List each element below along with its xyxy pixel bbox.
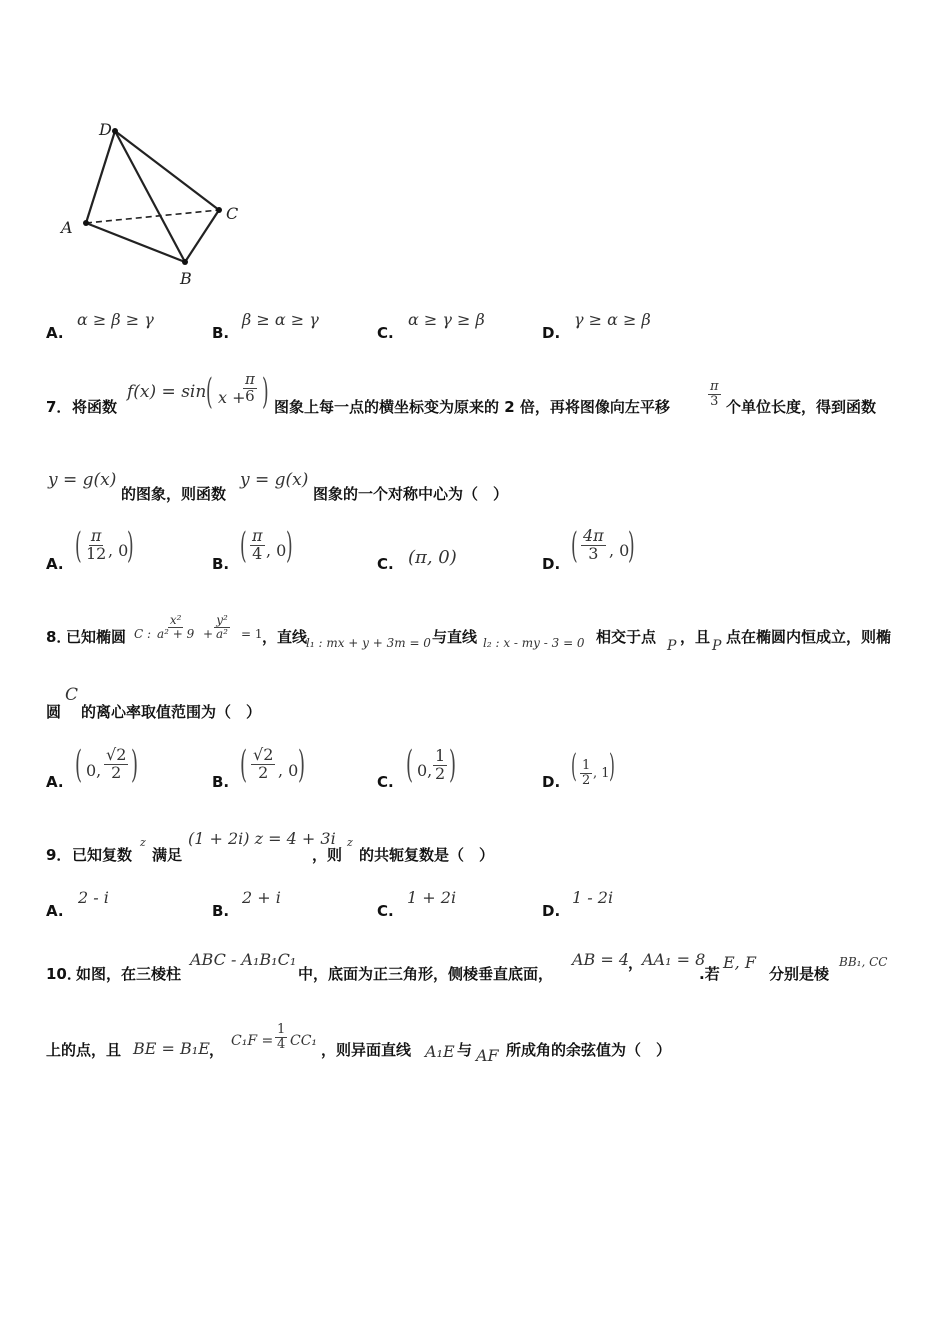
q8-option-d-label[interactable]: D. xyxy=(542,773,561,791)
q9-option-c-label[interactable]: C. xyxy=(377,902,394,920)
q7-option-d-rparen: ) xyxy=(628,526,635,568)
q7-option-b-rparen: ) xyxy=(286,526,293,568)
q7-text-4: 的图象，则函数 xyxy=(121,485,227,503)
q8-option-d-fraction xyxy=(580,759,592,787)
q7-pi-over-6 xyxy=(243,372,257,405)
edge-AB xyxy=(86,223,185,262)
q8-option-c-num: 1 xyxy=(435,746,446,765)
q7-six: 6 xyxy=(245,386,255,405)
vertex-C-dot xyxy=(216,207,222,213)
q10-number: 10． xyxy=(46,965,82,983)
edge-DA xyxy=(86,131,115,223)
q8-x2-fraction xyxy=(155,614,196,640)
q8-l2: l₂ : x - my - 3 = 0 xyxy=(483,636,585,650)
q8-option-b-label[interactable]: B. xyxy=(212,773,230,791)
q7-option-c-expr: (π, 0) xyxy=(408,547,457,568)
q7-option-c-label[interactable]: C. xyxy=(377,555,394,573)
q6-option-a-expr: α ≥ β ≥ γ xyxy=(77,310,154,329)
q10-cc1: CC₁ xyxy=(290,1033,318,1049)
q7-option-d-lparen: ( xyxy=(571,526,578,568)
q10-quarter-den: 4 xyxy=(277,1036,286,1052)
q8-option-c-rparen: ) xyxy=(449,743,457,788)
q10-prism: ABC - A₁B₁C₁ xyxy=(190,950,297,969)
q8-x2: x² xyxy=(169,613,182,627)
q7-option-d-fraction xyxy=(581,528,606,563)
q8-option-d-lparen: ( xyxy=(571,747,577,785)
q8-option-b-den: 2 xyxy=(258,762,269,782)
vertex-A-dot xyxy=(83,220,89,226)
q7-fx: f(x) = sin xyxy=(127,382,207,402)
vertex-label-A: A xyxy=(61,218,73,237)
q7-option-a-num: π xyxy=(90,526,102,545)
q7-option-b-den: 4 xyxy=(252,543,263,563)
q8-option-b-num: √2 xyxy=(253,745,274,764)
q9-z-1: z xyxy=(140,836,146,849)
edge-CB xyxy=(185,210,219,262)
q9-option-a-expr: 2 - i xyxy=(78,888,109,907)
q8-option-b-fraction xyxy=(251,747,275,782)
q6-option-a-label[interactable]: A. xyxy=(46,324,64,342)
q9-text-2: 满足 xyxy=(152,846,183,864)
q10-text-9: 所成角的余弦值为（ ） xyxy=(506,1041,672,1059)
q8-option-c-lparen: ( xyxy=(406,743,414,788)
q8-text-8: 的离心率取值范围为（ ） xyxy=(81,703,262,721)
q9-text-3: ，则 xyxy=(312,846,343,864)
q6-option-c-label[interactable]: C. xyxy=(377,324,394,342)
vertex-B-dot xyxy=(182,259,188,265)
q10-edges: BB₁, CC xyxy=(839,955,888,969)
q8-option-a-fraction xyxy=(104,747,128,782)
q7-option-b-label[interactable]: B. xyxy=(212,555,230,573)
q7-arg-x: x + xyxy=(218,388,246,407)
q8-text-6: 点在椭圆内恒成立，则椭 xyxy=(726,628,892,646)
q8-option-a-rparen: ) xyxy=(131,743,139,788)
q10-text-6: ， xyxy=(209,1041,225,1059)
q7-option-a-fraction xyxy=(84,528,108,563)
q7-option-b-lparen: ( xyxy=(240,526,247,568)
q9-equation: (1 + 2i) z = 4 + 3i xyxy=(188,829,336,848)
q8-eq-1: = 1 xyxy=(241,627,263,641)
q8-c-2: C xyxy=(65,685,79,705)
q7-text-1: 将函数 xyxy=(72,398,118,416)
edge-DC xyxy=(115,131,219,210)
q10-quarter xyxy=(275,1023,287,1051)
q8-option-b-rparen: ) xyxy=(298,743,306,788)
q7-gx-1: y = g(x) xyxy=(48,470,117,490)
q8-option-b-tail: , 0 xyxy=(278,761,299,780)
q6-option-b-label[interactable]: B. xyxy=(212,324,230,342)
q7-option-a-rparen: ) xyxy=(127,526,134,568)
vertex-D-dot xyxy=(112,128,118,134)
q8-option-d-num: 1 xyxy=(582,758,591,773)
q7-left-paren: ( xyxy=(206,372,213,414)
q7-option-b-tail: , 0 xyxy=(266,541,287,560)
q9-text-1: 已知复数 xyxy=(72,846,133,864)
q10-be: BE = B₁E xyxy=(133,1039,210,1058)
q8-text-7: 圆 xyxy=(46,703,62,721)
q7-shift-num: π xyxy=(710,379,719,394)
q8-option-b-lparen: ( xyxy=(240,743,248,788)
q10-text-2: 中，底面为正三角形，侧棱垂直底面， xyxy=(298,965,554,983)
q8-ellipse-c: C : xyxy=(134,627,152,641)
q6-option-c-expr: α ≥ γ ≥ β xyxy=(408,310,485,329)
q10-text-8: 与 xyxy=(457,1041,473,1059)
q9-option-d-label[interactable]: D. xyxy=(542,902,561,920)
q8-den-1: a² + 9 xyxy=(157,626,195,641)
q7-option-b-num: π xyxy=(252,526,263,545)
q10-comma: ， xyxy=(628,954,644,972)
q7-option-d-tail: , 0 xyxy=(609,541,630,560)
q7-option-a-tail: , 0 xyxy=(108,541,129,560)
q8-option-a-label[interactable]: A. xyxy=(46,773,64,791)
q9-number: 9． xyxy=(46,846,72,864)
q8-plus: + xyxy=(203,627,214,641)
q9-text-4: 的共轭复数是（ ） xyxy=(359,846,495,864)
q10-quarter-num: 1 xyxy=(277,1022,286,1037)
q7-option-d-label[interactable]: D. xyxy=(542,555,561,573)
q8-option-d-den: 2 xyxy=(582,772,591,788)
q8-option-c-den: 2 xyxy=(435,763,446,783)
q6-option-d-label[interactable]: D. xyxy=(542,324,561,342)
q7-option-a-label[interactable]: A. xyxy=(46,555,64,573)
q7-shift-fraction xyxy=(708,380,721,408)
q9-option-d-expr: 1 - 2i xyxy=(572,888,614,907)
q8-option-c-fraction xyxy=(433,748,447,783)
q8-text-5: ，且 xyxy=(680,628,711,646)
q8-y2: y² xyxy=(216,613,228,627)
q8-den-2: a² xyxy=(216,626,228,641)
q10-text-7: ，则异面直线 xyxy=(321,1041,412,1059)
q6-option-d-expr: γ ≥ α ≥ β xyxy=(574,310,651,329)
q7-option-b-fraction xyxy=(250,528,265,563)
q9-option-b-label[interactable]: B. xyxy=(212,902,230,920)
q7-option-d-num: 4π xyxy=(583,526,604,545)
q10-c1f: C₁F = xyxy=(231,1033,274,1049)
q10-af: AF xyxy=(476,1046,499,1065)
q10-ef: E, F xyxy=(723,953,756,972)
vertex-label-C: C xyxy=(226,204,239,223)
q8-option-d-tail: , 1 xyxy=(593,766,610,781)
q7-shift-den: 3 xyxy=(710,393,719,409)
q8-text-2: ，直线 xyxy=(262,628,308,646)
q10-text-3: .若 xyxy=(699,965,720,983)
q7-option-d-den: 3 xyxy=(588,543,599,563)
q10-ab: AB = 4 xyxy=(572,950,630,969)
q7-gx-2: y = g(x) xyxy=(240,470,309,490)
q8-option-a-num: √2 xyxy=(106,745,127,764)
tetrahedron-figure xyxy=(50,115,260,295)
q8-text-1: 已知椭圆 xyxy=(66,628,127,646)
q7-text-3: 个单位长度，得到函数 xyxy=(726,398,877,416)
q8-text-3: 与直线 xyxy=(432,628,478,646)
q8-text-4: 相交于点 xyxy=(596,628,657,646)
q8-option-a-lead: 0, xyxy=(86,761,102,780)
q7-text-2: 图象上每一点的横坐标变为原来的 2 倍，再将图像向左平移 xyxy=(274,398,670,416)
q8-p-1: P xyxy=(667,638,677,654)
q9-z-2: z xyxy=(347,836,353,849)
q9-option-a-label[interactable]: A. xyxy=(46,902,64,920)
q9-option-c-expr: 1 + 2i xyxy=(407,888,457,907)
q10-text-1: 如图，在三棱柱 xyxy=(76,965,182,983)
q8-option-a-den: 2 xyxy=(111,762,122,782)
vertex-label-D: D xyxy=(99,120,112,139)
q6-option-b-expr: β ≥ α ≥ γ xyxy=(242,310,319,329)
q7-option-a-lparen: ( xyxy=(75,526,82,568)
q7-text-5: 图象的一个对称中心为（ ） xyxy=(313,485,509,503)
q9-option-b-expr: 2 + i xyxy=(242,888,281,907)
q10-a1e: A₁E xyxy=(425,1042,455,1061)
q8-p-2: P xyxy=(712,638,722,654)
q10-text-4: 分别是棱 xyxy=(769,965,830,983)
q8-option-c-lead: 0, xyxy=(417,761,433,780)
q7-option-a-den: 12 xyxy=(86,543,107,563)
q8-y2-fraction xyxy=(214,614,230,640)
q10-aa1: AA₁ = 8 xyxy=(642,950,706,969)
q8-option-d-rparen: ) xyxy=(609,747,615,785)
vertex-label-B: B xyxy=(180,269,192,288)
q8-option-a-lparen: ( xyxy=(75,743,83,788)
edge-DB xyxy=(115,131,185,262)
q8-l1: l₁ : mx + y + 3m = 0 xyxy=(306,636,431,650)
edge-AC-hidden xyxy=(86,210,219,223)
q7-right-paren: ) xyxy=(262,372,269,414)
q7-pi: π xyxy=(245,370,255,388)
q7-number: 7． xyxy=(46,398,72,416)
q8-number: 8． xyxy=(46,628,72,646)
q8-option-c-label[interactable]: C. xyxy=(377,773,394,791)
q10-text-5: 上的点，且 xyxy=(46,1041,122,1059)
